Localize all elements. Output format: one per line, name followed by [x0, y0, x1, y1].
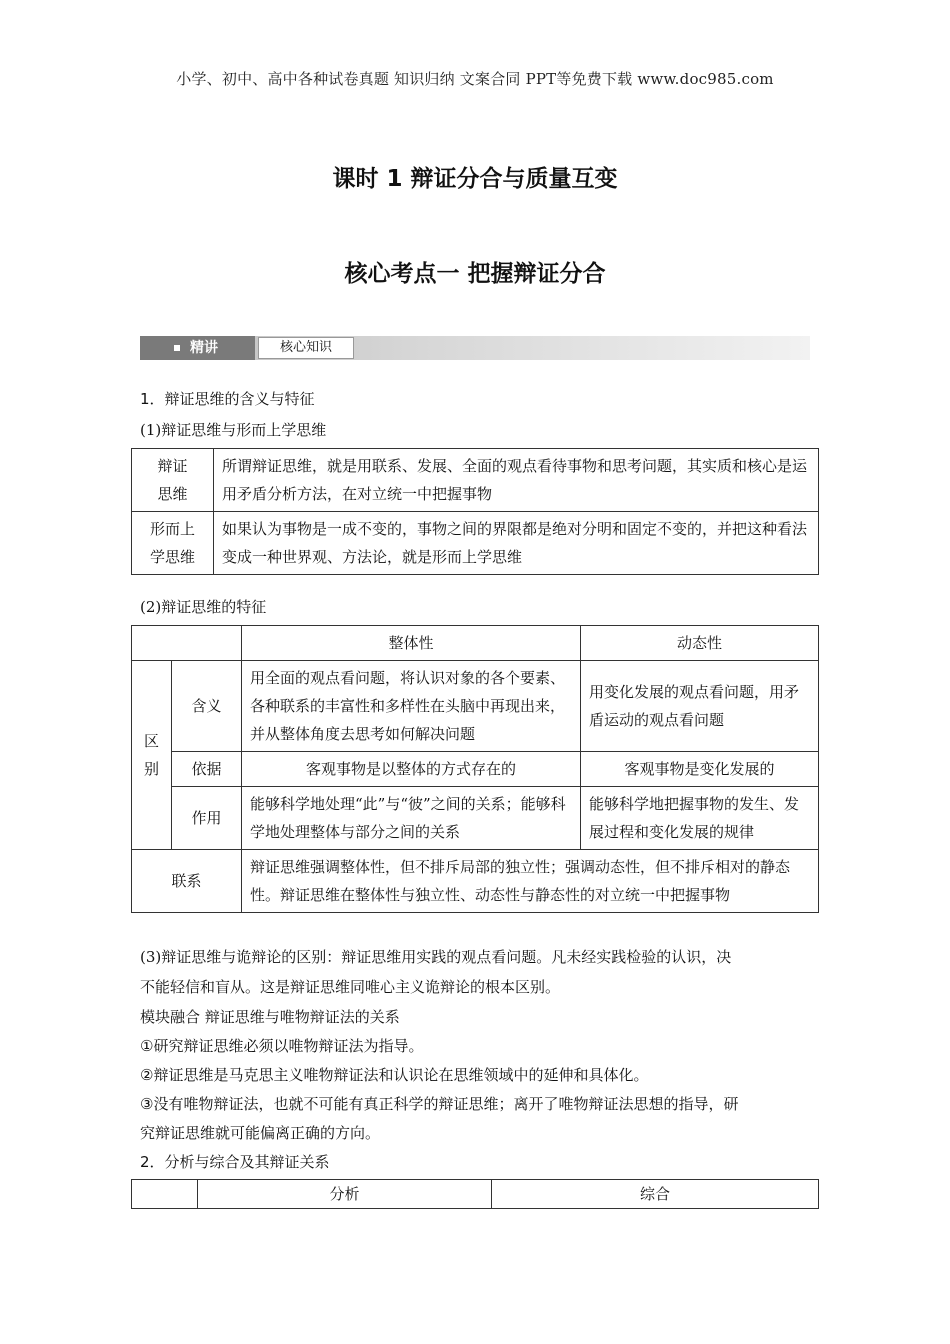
page-header: 小学、初中、高中各种试卷真题 知识归纳 文案合同 PPT等免费下载 www.doc985.com: [176, 70, 774, 88]
banner-right: 核心知识: [258, 337, 354, 359]
subheading-1: (1)辩证思维与形而上学思维: [140, 421, 327, 439]
table-thinking-comparison: [131, 448, 819, 575]
banner: [140, 336, 810, 360]
cell: 能够科学地把握事物的发生、发展过程和变化发展的规律: [581, 787, 819, 850]
table-row: [132, 449, 819, 512]
table-header-row: [132, 1180, 819, 1209]
module-item: 究辩证思维就可能偏离正确的方向。: [140, 1124, 381, 1142]
table-row: [132, 850, 819, 913]
group-label: 区 别: [132, 661, 172, 850]
banner-left: [140, 336, 255, 360]
banner-left-label: 精讲: [190, 340, 218, 356]
table-row: [132, 752, 819, 787]
paragraph-line: 不能轻信和盲从。这是辩证思维同唯心主义诡辩论的根本区别。: [140, 978, 561, 996]
module-item: ②辩证思维是马克思主义唯物辩证法和认识论在思维领域中的延伸和具体化。: [140, 1066, 649, 1084]
table-features: [131, 625, 819, 913]
empty-cell: [132, 1180, 198, 1209]
cell: 客观事物是变化发展的: [581, 752, 819, 787]
module-title: 模块融合 辩证思维与唯物辩证法的关系: [140, 1008, 400, 1026]
cell: 用变化发展的观点看问题，用矛盾运动的观点看问题: [581, 661, 819, 752]
col-header: 整体性: [242, 626, 581, 661]
cell: 能够科学地处理“此”与“彼”之间的关系；能够科学地处理整体与部分之间的关系: [242, 787, 581, 850]
col-header: 综合: [492, 1180, 819, 1209]
table-row: [132, 512, 819, 575]
section-title: 核心考点一 把握辩证分合: [344, 261, 606, 287]
row-label: 辩证 思维: [132, 449, 214, 512]
col-header: 分析: [198, 1180, 492, 1209]
cell: 辩证思维强调整体性，但不排斥局部的独立性；强调动态性，但不排斥相对的静态性。辩证思维在整体性与独立性、动态性与静态性的对立统一中把握事物: [242, 850, 819, 913]
square-icon: [174, 345, 180, 351]
row-label: 依据: [172, 752, 242, 787]
cell: 用全面的观点看问题，将认识对象的各个要素、各种联系的丰富性和多样性在头脑中再现出来，并从整体角度去思考如何解决问题: [242, 661, 581, 752]
module-item: ③没有唯物辩证法，也就不可能有真正科学的辩证思维；离开了唯物辩证法思想的指导，研: [140, 1095, 739, 1113]
table-row: [132, 661, 819, 752]
subheading-2: (2)辩证思维的特征: [140, 598, 267, 616]
table-header-row: [132, 626, 819, 661]
heading-1: 1．辩证思维的含义与特征: [140, 390, 315, 408]
row-content: 如果认为事物是一成不变的，事物之间的界限都是绝对分明和固定不变的，并把这种看法变成一种世界观、方法论，就是形而上学思维: [214, 512, 819, 575]
paragraph-line: (3)辩证思维与诡辩论的区别：辩证思维用实践的观点看问题。凡未经实践检验的认识，决: [140, 948, 732, 966]
table-analysis-synthesis: [131, 1179, 819, 1209]
row-label: 含义: [172, 661, 242, 752]
empty-cell: [132, 626, 242, 661]
row-content: 所谓辩证思维，就是用联系、发展、全面的观点看待事物和思考问题，其实质和核心是运用矛盾分析方法，在对立统一中把握事物: [214, 449, 819, 512]
col-header: 动态性: [581, 626, 819, 661]
lesson-title: 课时 1 辩证分合与质量互变: [332, 166, 618, 192]
row-label: 作用: [172, 787, 242, 850]
module-item: ①研究辩证思维必须以唯物辩证法为指导。: [140, 1037, 424, 1055]
cell: 客观事物是以整体的方式存在的: [242, 752, 581, 787]
table-row: [132, 787, 819, 850]
heading-2: 2．分析与综合及其辩证关系: [140, 1153, 330, 1171]
row-label: 形而上 学思维: [132, 512, 214, 575]
row-label: 联系: [132, 850, 242, 913]
